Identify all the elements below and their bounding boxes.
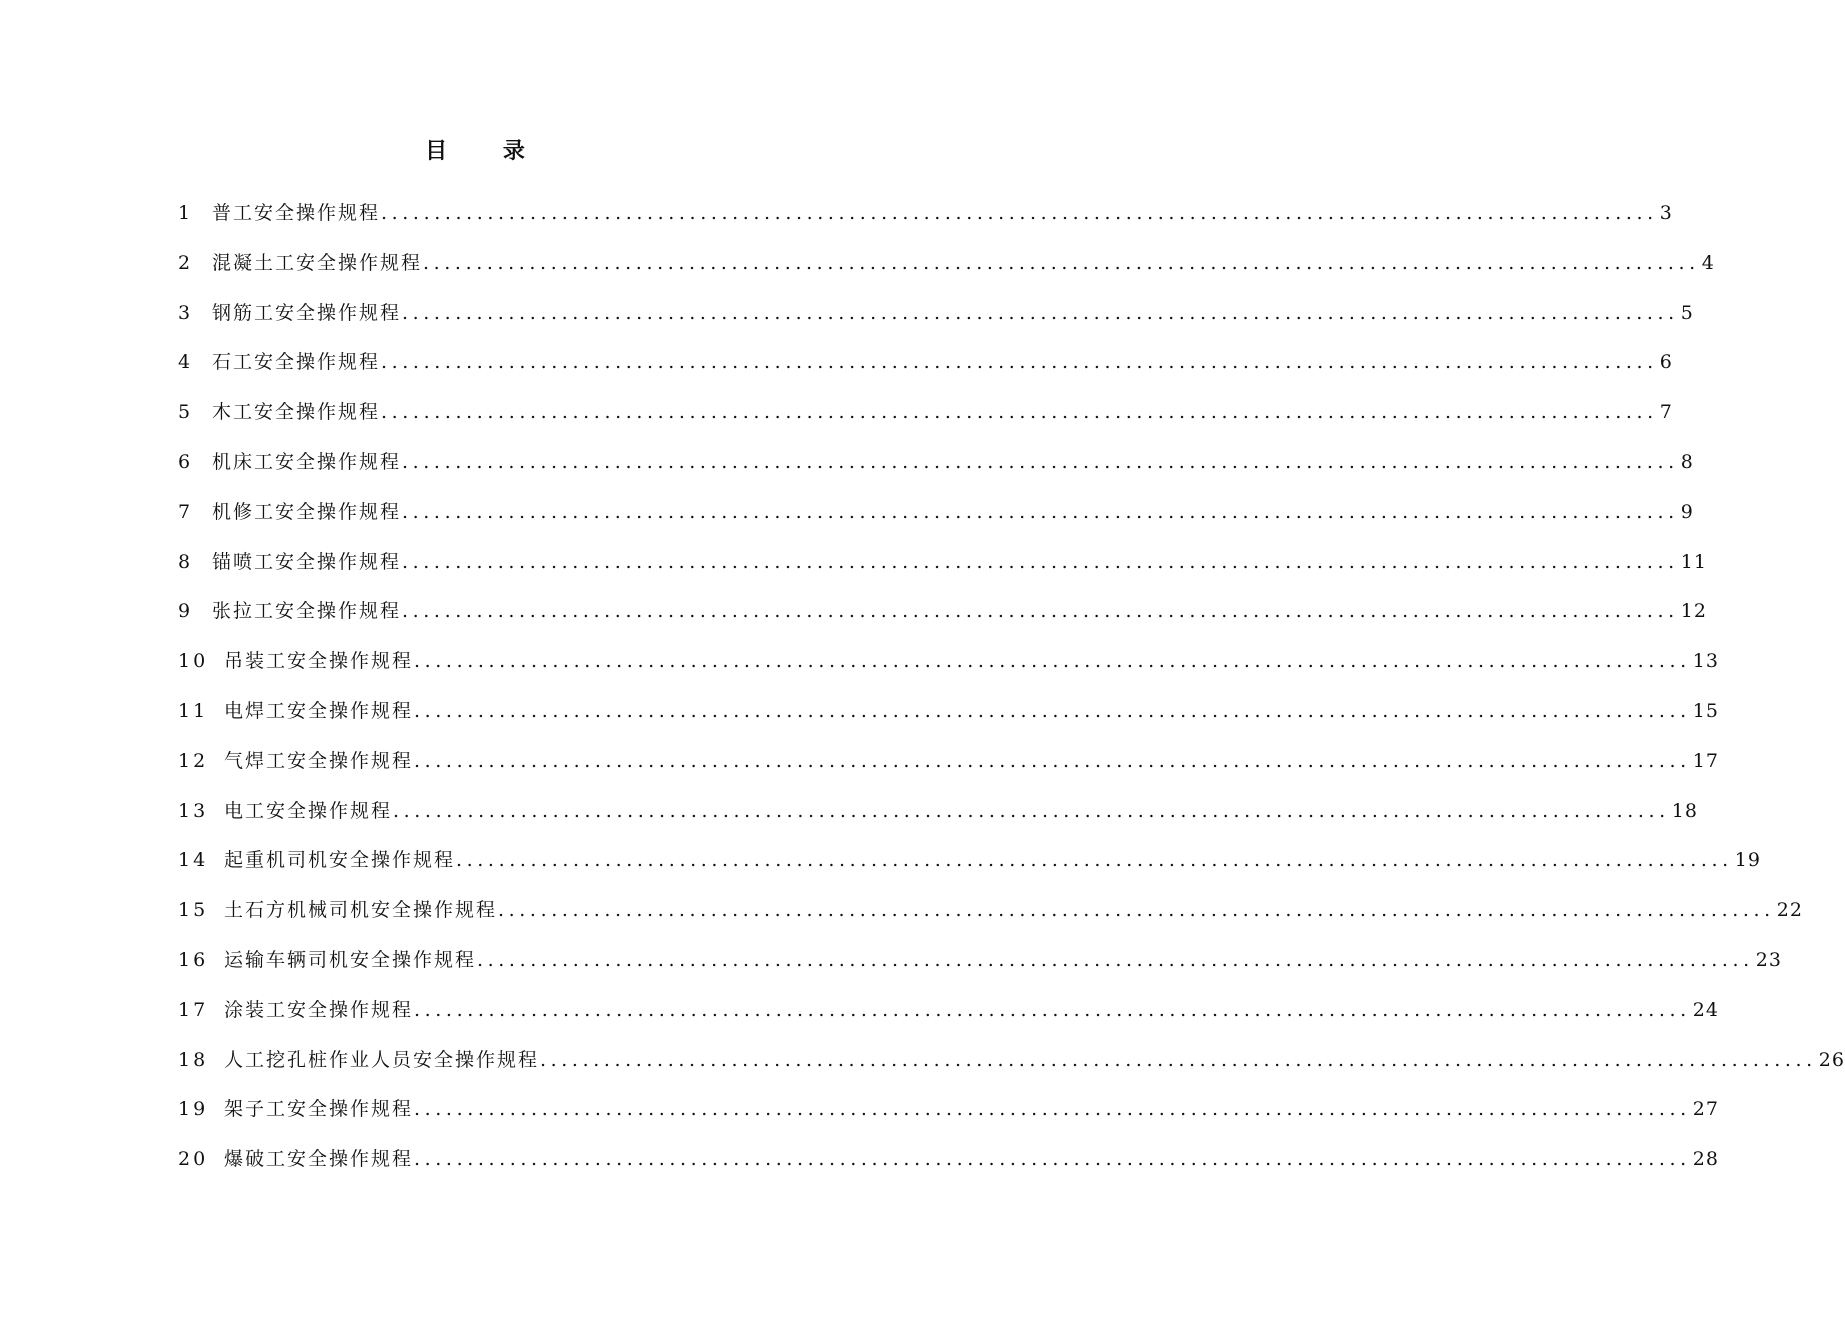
toc-entry-number: 16: [178, 948, 209, 971]
toc-entry-number: 1: [178, 202, 194, 224]
toc-entry-page-number: 27: [1692, 1098, 1719, 1121]
toc-entry[interactable]: [178, 745, 1719, 795]
toc-dot-leader: ........................................................................................................................: [414, 1098, 1691, 1121]
toc-dot-leader: ........................................................................................................................: [381, 202, 1658, 224]
toc-entry[interactable]: [178, 496, 1694, 546]
toc-entry[interactable]: [178, 795, 1698, 845]
toc-entry-title: 机床工安全操作规程: [212, 450, 402, 473]
toc-entry-page-number: 15: [1692, 699, 1719, 722]
toc-entry-page-number: 5: [1680, 301, 1694, 324]
toc-dot-leader: ........................................................................................................................: [414, 699, 1691, 722]
toc-dot-leader: ........................................................................................................................: [381, 401, 1658, 424]
toc-entry-number: 3: [178, 301, 194, 324]
toc-entry-title: 混凝土工安全操作规程: [212, 251, 423, 274]
toc-list: [178, 197, 1845, 1193]
toc-entry[interactable]: [178, 297, 1694, 347]
toc-entry-page-number: 7: [1659, 401, 1673, 424]
toc-entry-number: 19: [178, 1098, 209, 1121]
toc-entry-number: 20: [178, 1148, 209, 1171]
toc-entry-number: 4: [178, 351, 194, 374]
toc-entry-page-number: 23: [1755, 948, 1782, 971]
toc-entry-page-number: 24: [1692, 998, 1719, 1021]
toc-entry[interactable]: [178, 1044, 1845, 1094]
toc-entry-title: 钢筋工安全操作规程: [212, 301, 402, 324]
toc-dot-leader: ........................................................................................................................: [414, 650, 1691, 673]
toc-entry-page-number: 22: [1776, 899, 1803, 922]
toc-title: 目 录: [425, 139, 549, 164]
toc-entry-number: 9: [178, 600, 194, 623]
toc-entry-page-number: 17: [1692, 749, 1719, 772]
toc-entry-page-number: 12: [1680, 600, 1707, 623]
toc-entry-number: 17: [178, 998, 209, 1021]
toc-dot-leader: ........................................................................................................................: [540, 1048, 1817, 1071]
toc-dot-leader: ........................................................................................................................: [498, 899, 1775, 922]
toc-entry-title: 机修工安全操作规程: [212, 500, 402, 523]
toc-dot-leader: ........................................................................................................................: [414, 1148, 1691, 1171]
toc-entry-title: 起重机司机安全操作规程: [224, 849, 456, 872]
toc-entry-page-number: 4: [1701, 251, 1715, 274]
toc-entry-page-number: 13: [1692, 650, 1719, 673]
toc-dot-leader: ........................................................................................................................: [402, 500, 1679, 523]
toc-entry-page-number: 9: [1680, 500, 1694, 523]
toc-entry[interactable]: [178, 247, 1715, 297]
toc-entry-page-number: 8: [1680, 450, 1694, 473]
toc-entry-title: 电工安全操作规程: [224, 799, 393, 822]
toc-dot-leader: ........................................................................................................................: [414, 749, 1691, 772]
toc-entry-number: 11: [178, 699, 209, 722]
toc-entry-title: 石工安全操作规程: [212, 351, 381, 374]
toc-entry[interactable]: [178, 1143, 1719, 1193]
toc-entry-title: 锚喷工安全操作规程: [212, 550, 402, 573]
toc-entry-title: 架子工安全操作规程: [224, 1098, 414, 1121]
toc-entry-number: 14: [178, 849, 209, 872]
toc-entry-title: 张拉工安全操作规程: [212, 600, 402, 623]
toc-entry-page-number: 28: [1692, 1148, 1719, 1171]
toc-entry[interactable]: [178, 546, 1707, 596]
toc-dot-leader: ........................................................................................................................: [393, 799, 1670, 822]
toc-entry[interactable]: [178, 396, 1673, 446]
toc-entry[interactable]: [178, 695, 1719, 745]
toc-entry[interactable]: [178, 994, 1719, 1044]
toc-entry-title: 气焊工安全操作规程: [224, 749, 414, 772]
toc-entry-number: 12: [178, 749, 209, 772]
toc-entry-page-number: 6: [1659, 351, 1673, 374]
toc-entry[interactable]: [178, 446, 1694, 496]
toc-entry-title: 运输车辆司机安全操作规程: [224, 948, 477, 971]
toc-entry-number: 5: [178, 401, 194, 424]
toc-entry-page-number: 3: [1659, 202, 1673, 224]
toc-entry-title: 涂装工安全操作规程: [224, 998, 414, 1021]
toc-dot-leader: ........................................................................................................................: [414, 998, 1691, 1021]
toc-entry-title: 吊装工安全操作规程: [224, 650, 414, 673]
toc-entry-page-number: 26: [1818, 1048, 1845, 1071]
toc-entry-number: 7: [178, 500, 194, 523]
toc-dot-leader: ........................................................................................................................: [402, 450, 1679, 473]
toc-entry-title: 木工安全操作规程: [212, 401, 381, 424]
toc-dot-leader: ........................................................................................................................: [402, 301, 1679, 324]
toc-entry-title: 爆破工安全操作规程: [224, 1148, 414, 1171]
toc-entry-number: 2: [178, 251, 194, 274]
toc-entry[interactable]: [178, 197, 1673, 247]
toc-entry[interactable]: [178, 944, 1782, 994]
toc-entry-number: 15: [178, 899, 209, 922]
toc-dot-leader: ........................................................................................................................: [423, 251, 1700, 274]
toc-entry-title: 土石方机械司机安全操作规程: [224, 899, 498, 922]
toc-entry-title: 电焊工安全操作规程: [224, 699, 414, 722]
toc-entry[interactable]: [178, 346, 1673, 396]
toc-dot-leader: ........................................................................................................................: [402, 600, 1679, 623]
toc-entry-title: 人工挖孔桩作业人员安全操作规程: [224, 1048, 540, 1071]
toc-entry-number: 8: [178, 550, 194, 573]
toc-dot-leader: ........................................................................................................................: [381, 351, 1658, 374]
toc-entry[interactable]: [178, 645, 1719, 695]
toc-entry[interactable]: [178, 894, 1803, 944]
toc-entry-number: 13: [178, 799, 209, 822]
toc-dot-leader: ........................................................................................................................: [456, 849, 1733, 872]
toc-dot-leader: ........................................................................................................................: [477, 948, 1754, 971]
toc-entry-page-number: 11: [1680, 550, 1707, 573]
toc-entry-page-number: 18: [1671, 799, 1698, 822]
toc-entry-title: 普工安全操作规程: [212, 202, 381, 224]
toc-entry-number: 18: [178, 1048, 209, 1071]
toc-entry[interactable]: [178, 595, 1707, 645]
toc-entry-page-number: 19: [1734, 849, 1761, 872]
toc-entry-number: 10: [178, 650, 209, 673]
toc-entry-number: 6: [178, 450, 194, 473]
toc-entry[interactable]: [178, 844, 1761, 894]
toc-dot-leader: ........................................................................................................................: [402, 550, 1679, 573]
toc-entry[interactable]: [178, 1093, 1719, 1143]
